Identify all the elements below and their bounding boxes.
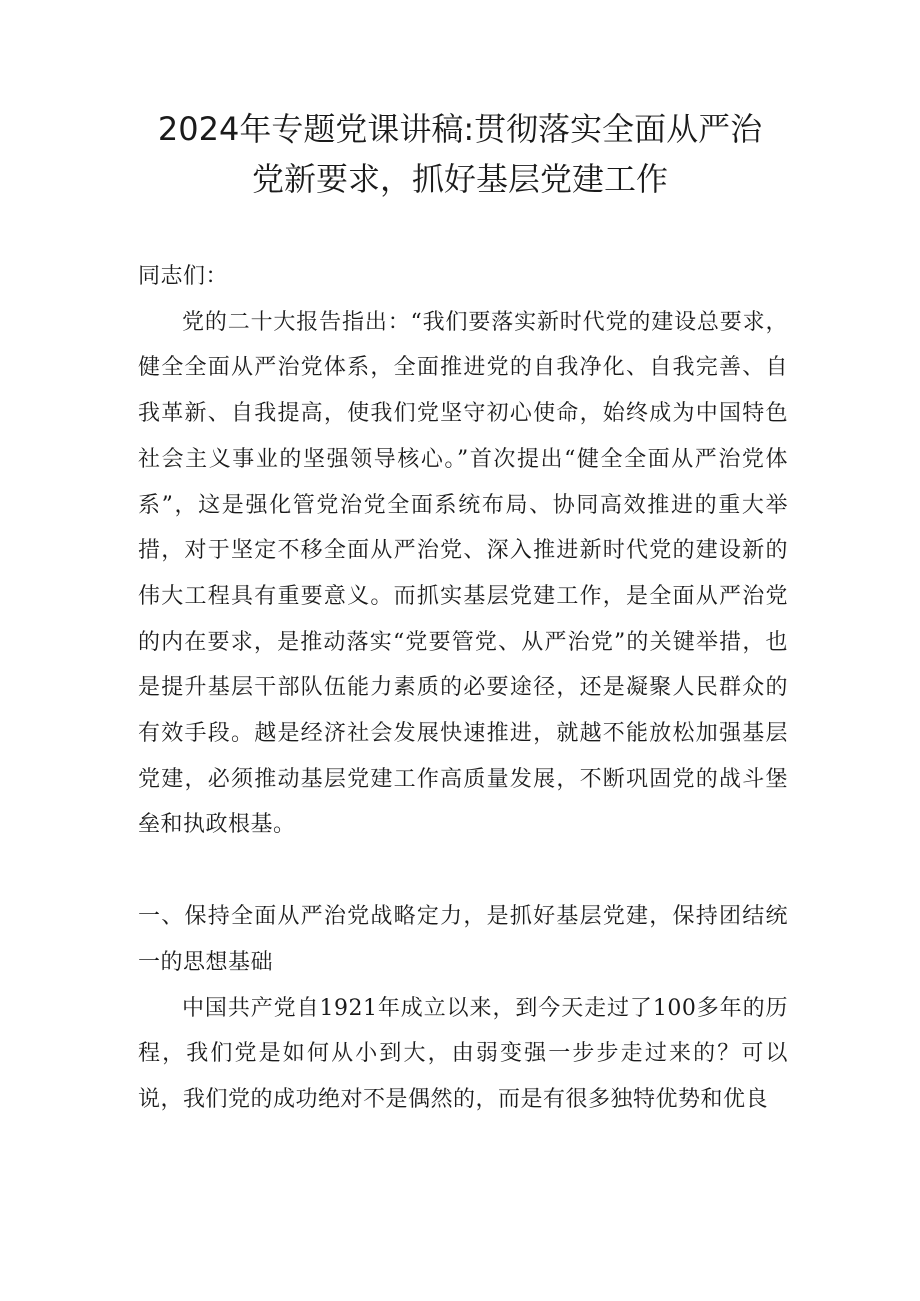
paragraph-section-1: 中国共产党自1921年成立以来，到今天走过了100多年的历程，我们党是如何从小到大，由弱变强一步步走过来的？可以说，我们党的成功绝对不是偶然的，而是有很多独特优势和优良 (138, 995, 788, 1112)
title-line-2: 党新要求，抓好基层党建工作 (251, 160, 668, 198)
section-heading-1: 一、保持全面从严治党战略定力，是抓好基层党建，保持团结统一的思想基础 (138, 904, 788, 975)
document-body (138, 254, 788, 1123)
document-title (100, 104, 820, 204)
title-line-1: 2024年专题党课讲稿:贯彻落实全面从严治 (157, 110, 763, 148)
greeting: 同志们： (138, 264, 229, 289)
paragraph-intro: 党的二十大报告指出：“我们要落实新时代党的建设总要求，健全全面从严治党体系，全面推进党的自我净化、自我完善、自我革新、自我提高，使我们党坚守初心使命，始终成为中国特色社会主义事业的坚强领导核心。”首次提出“健全全面从严治党体系”，这是强化管党治党全面系统布局、协同高效推进的重大举措，对于坚定不移全面从严治党、深入推进新时代党的建设新的伟大工程具有重要意义。而抓实基层党建工作，是全面从严治党的内在要求，是推动落实“党要管党、从严治党”的关键举措，也是提升基层干部队伍能力素质的必要途径，还是凝聚人民群众的有效手段。越是经济社会发展快速推进，就越不能放松加强基层党建，必须推动基层党建工作高质量发展，不断巩固党的战斗堡垒和执政根基。 (138, 309, 788, 838)
